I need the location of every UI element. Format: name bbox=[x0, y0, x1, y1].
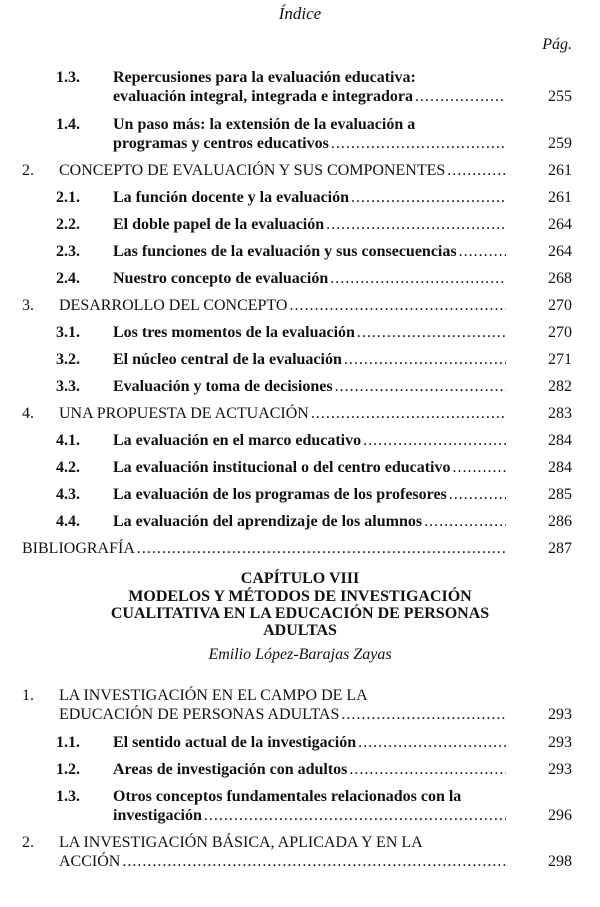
toc-entry-page: 261 bbox=[548, 162, 572, 179]
toc-entry-title-line: Areas de investigación con adultos bbox=[113, 761, 348, 778]
toc-entry-title bbox=[113, 115, 506, 153]
dot-leader bbox=[424, 512, 506, 531]
dot-leader bbox=[449, 485, 506, 504]
dot-leader bbox=[363, 431, 506, 450]
chapter-title-line-3: ADULTAS bbox=[263, 622, 337, 639]
toc-entry-title-line: Un paso más: la extensión de la evaluación a bbox=[113, 116, 416, 133]
toc-entry-page: 271 bbox=[548, 351, 572, 368]
toc-entry-number: 4.3. bbox=[56, 486, 80, 503]
dot-leader bbox=[335, 377, 506, 396]
toc-entry-page: 293 bbox=[548, 706, 572, 723]
toc-entry-title bbox=[113, 787, 506, 825]
toc-entry-page: 293 bbox=[548, 761, 572, 778]
toc-entry-number: 2. bbox=[22, 162, 34, 179]
page-column-label: Pág. bbox=[542, 36, 572, 53]
chapter-title-line-2: CUALITATIVA EN LA EDUCACIÓN DE PERSONAS bbox=[110, 605, 490, 622]
toc-entry-title bbox=[113, 242, 506, 261]
toc-entry-number: 4.1. bbox=[56, 432, 80, 449]
toc-entry-title bbox=[113, 458, 506, 477]
toc-entry-number: 1.3. bbox=[56, 69, 80, 86]
toc-entry-number: 1.4. bbox=[56, 116, 80, 133]
toc-entry-number: 4.4. bbox=[56, 513, 80, 530]
dot-leader bbox=[344, 350, 506, 369]
toc-entry-page: 298 bbox=[548, 853, 572, 870]
toc-entry-title bbox=[113, 733, 506, 752]
toc-entry-title bbox=[113, 350, 506, 369]
toc-entry-title-line: Los tres momentos de la evaluación bbox=[113, 324, 355, 341]
toc-entry-page: 284 bbox=[548, 432, 572, 449]
dot-leader bbox=[351, 188, 506, 207]
chapter-author: Emilio López-Barajas Zayas bbox=[208, 646, 392, 663]
toc-entry-page: 264 bbox=[548, 216, 572, 233]
toc-entry-title-line: LA INVESTIGACIÓN BÁSICA, APLICADA Y EN LA bbox=[59, 834, 423, 851]
toc-entry-number: 2.3. bbox=[56, 243, 80, 260]
toc-entry-number: 4.2. bbox=[56, 459, 80, 476]
toc-entry-page: 259 bbox=[548, 135, 572, 152]
toc-entry-title bbox=[113, 215, 506, 234]
toc-entry-title-line: BIBLIOGRAFÍA bbox=[22, 540, 135, 557]
toc-entry-number: 1.3. bbox=[56, 788, 80, 805]
toc-entry-title-line: La evaluación de los programas de los profesores bbox=[113, 486, 447, 503]
toc-entry-page: 268 bbox=[548, 270, 572, 287]
toc-entry-number: 1. bbox=[22, 687, 34, 704]
toc-entry-title bbox=[59, 404, 506, 423]
dot-leader bbox=[311, 404, 506, 423]
dot-leader bbox=[330, 269, 506, 288]
dot-leader bbox=[289, 296, 506, 315]
toc-entry-page: 284 bbox=[548, 459, 572, 476]
dot-leader bbox=[349, 760, 506, 779]
toc-entry-number: 3.2. bbox=[56, 351, 80, 368]
toc-entry-number: 3. bbox=[22, 297, 34, 314]
dot-leader bbox=[358, 733, 506, 752]
dot-leader bbox=[415, 87, 506, 106]
toc-entry-page: 283 bbox=[548, 405, 572, 422]
toc-entry-title-line: Nuestro concepto de evaluación bbox=[113, 270, 329, 287]
chapter-title-line-1: MODELOS Y MÉTODOS DE INVESTIGACIÓN bbox=[128, 588, 472, 605]
toc-entry-title-line: La evaluación del aprendizaje de los alumnos bbox=[113, 513, 423, 530]
toc-entry-title-line: LA INVESTIGACIÓN EN EL CAMPO DE LA bbox=[59, 687, 368, 704]
toc-entry-title-line: evaluación integral, integrada e integradora bbox=[113, 88, 413, 105]
toc-entry-title bbox=[113, 485, 506, 504]
dot-leader bbox=[341, 705, 506, 724]
toc-entry-number: 1.2. bbox=[56, 761, 80, 778]
toc-entry-page: 270 bbox=[548, 324, 572, 341]
toc-entry-title-line: UNA PROPUESTA DE ACTUACIÓN bbox=[59, 405, 309, 422]
toc-entry-title-line: EDUCACIÓN DE PERSONAS ADULTAS bbox=[59, 706, 340, 723]
toc-entry-title bbox=[59, 686, 506, 724]
toc-entry-page: 285 bbox=[548, 486, 572, 503]
toc-entry-page: 282 bbox=[548, 378, 572, 395]
toc-entry-page: 261 bbox=[548, 189, 572, 206]
toc-entry-title-line: La evaluación en el marco educativo bbox=[113, 432, 362, 449]
toc-entry-number: 3.1. bbox=[56, 324, 80, 341]
toc-entry-number: 3.3. bbox=[56, 378, 80, 395]
toc-entry-page: 255 bbox=[548, 88, 572, 105]
running-header: Índice bbox=[278, 4, 322, 23]
toc-entry-number: 4. bbox=[22, 405, 34, 422]
toc-entry-title-line: El núcleo central de la evaluación bbox=[113, 351, 342, 368]
toc-entry-title bbox=[113, 323, 506, 342]
toc-entry-title-line: ACCIÓN bbox=[59, 853, 121, 870]
toc-entry-title bbox=[59, 296, 506, 315]
toc-entry-number: 2.1. bbox=[56, 189, 80, 206]
dot-leader bbox=[447, 161, 506, 180]
toc-entry-title-line: Las funciones de la evaluación y sus consecuencias bbox=[113, 243, 457, 260]
toc-entry-title-line: Otros conceptos fundamentales relacionados con la bbox=[113, 788, 462, 805]
dot-leader bbox=[357, 323, 506, 342]
toc-entry-title bbox=[59, 161, 506, 180]
toc-entry-title-line: Evaluación y toma de decisiones bbox=[113, 378, 333, 395]
toc-entry-page: 286 bbox=[548, 513, 572, 530]
toc-entry-page: 270 bbox=[548, 297, 572, 314]
toc-entry-title-line: CONCEPTO DE EVALUACIÓN Y SUS COMPONENTES bbox=[59, 162, 446, 179]
dot-leader bbox=[326, 215, 506, 234]
dot-leader bbox=[452, 458, 506, 477]
toc-entry-page: 293 bbox=[548, 734, 572, 751]
toc-entry-title-line: Repercusiones para la evaluación educativa: bbox=[113, 69, 416, 86]
chapter-label: CAPÍTULO VIII bbox=[240, 570, 360, 587]
toc-entry-number: 2. bbox=[22, 834, 34, 851]
toc-entry-title bbox=[113, 512, 506, 531]
toc-entry-number: 1.1. bbox=[56, 734, 80, 751]
toc-entry-page: 287 bbox=[548, 540, 572, 557]
toc-entry-title-line: El sentido actual de la investigación bbox=[113, 734, 357, 751]
dot-leader bbox=[331, 134, 506, 153]
toc-entry-title bbox=[59, 833, 506, 871]
toc-entry-title bbox=[113, 188, 506, 207]
toc-entry-title-line: El doble papel de la evaluación bbox=[113, 216, 325, 233]
toc-entry-title bbox=[113, 377, 506, 396]
toc-entry-number: 2.2. bbox=[56, 216, 80, 233]
toc-entry-title-line: La función docente y la evaluación bbox=[113, 189, 350, 206]
dot-leader bbox=[459, 242, 506, 261]
toc-entry-title bbox=[113, 269, 506, 288]
toc-entry-title-line: La evaluación institucional o del centro educativo bbox=[113, 459, 451, 476]
toc-entry-title-line: programas y centros educativos bbox=[113, 135, 329, 152]
toc-entry-title bbox=[22, 539, 506, 558]
toc-entry-title bbox=[113, 760, 506, 779]
toc-entry-title-line: DESARROLLO DEL CONCEPTO bbox=[59, 297, 288, 314]
dot-leader bbox=[204, 806, 506, 825]
dot-leader bbox=[122, 852, 506, 871]
toc-entry-number: 2.4. bbox=[56, 270, 80, 287]
toc-entry-title-line: investigación bbox=[113, 807, 202, 824]
toc-entry-page: 296 bbox=[548, 807, 572, 824]
toc-entry-page: 264 bbox=[548, 243, 572, 260]
dot-leader bbox=[137, 539, 506, 558]
toc-entry-title bbox=[113, 68, 506, 106]
toc-entry-title bbox=[113, 431, 506, 450]
